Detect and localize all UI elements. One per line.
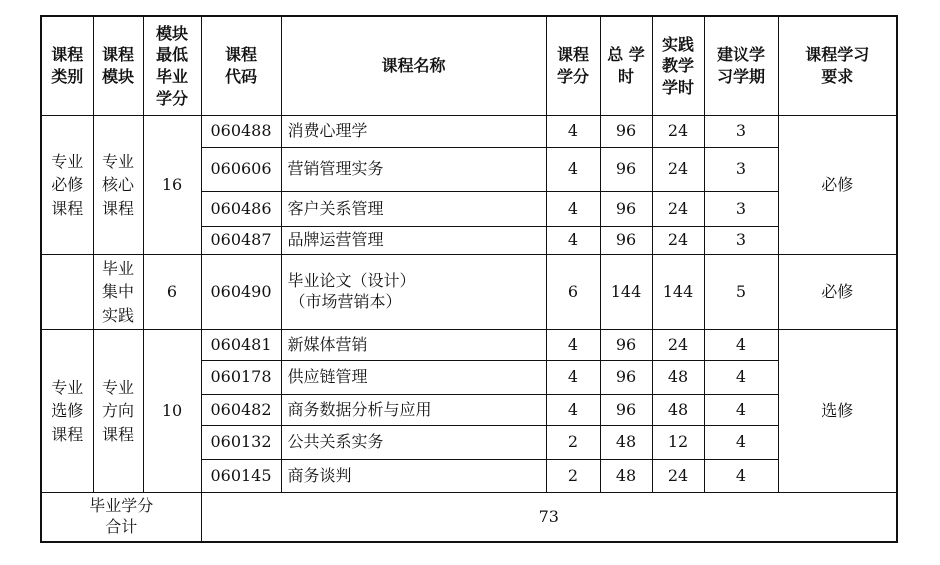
course-semester: 4 [704,361,778,395]
course-semester: 4 [704,460,778,493]
course-credits: 2 [546,460,600,493]
header-credits [546,16,600,116]
category-line: 专业 [51,378,84,398]
header-semester-line: 习学期 [716,67,765,86]
header-category-line: 类别 [51,67,84,86]
module-line: 集中 [101,282,134,302]
course-total-hours: 96 [600,361,652,395]
module-line: 专业 [101,152,134,172]
course-total-hours: 96 [600,227,652,255]
total-label-line: 毕业学分 [89,496,154,516]
course-semester: 4 [704,330,778,361]
course-total-hours: 48 [600,460,652,493]
course-semester: 3 [704,227,778,255]
module-line: 专业 [101,378,134,398]
table-row [41,116,897,148]
header-module [93,16,143,116]
requirement-cell: 必修 [778,116,897,255]
header-name: 课程名称 [281,16,546,116]
course-code: 060490 [201,255,281,330]
course-semester: 3 [704,148,778,192]
course-semester: 3 [704,116,778,148]
module-cell [93,330,143,493]
course-semester: 3 [704,192,778,227]
course-practice-hours: 24 [652,116,704,148]
course-code: 060486 [201,192,281,227]
course-credits: 2 [546,426,600,460]
course-credits: 6 [546,255,600,330]
course-total-hours: 48 [600,426,652,460]
category-line: 课程 [51,198,84,218]
course-code: 060132 [201,426,281,460]
course-practice-hours: 24 [652,330,704,361]
header-min-credits-line: 毕业 [155,67,188,86]
course-credits: 4 [546,227,600,255]
course-credits: 4 [546,192,600,227]
course-practice-hours: 24 [652,192,704,227]
course-name-line: 毕业论文（设计） [287,271,416,291]
course-code: 060487 [201,227,281,255]
course-name: 品牌运营管理 [281,227,546,255]
course-practice-hours: 144 [652,255,704,330]
header-practice-hours-line: 实践 [661,34,694,54]
category-cell-empty [41,255,93,330]
header-total-hours-line: 时 [617,67,634,86]
course-total-hours: 96 [600,395,652,426]
min-credits-cell: 6 [143,255,201,330]
course-total-hours: 96 [600,330,652,361]
course-code: 060481 [201,330,281,361]
total-row [41,493,897,543]
header-semester-line: 建议学 [716,45,765,65]
course-code: 060145 [201,460,281,493]
total-label-line: 合计 [105,517,138,536]
module-line: 毕业 [101,259,134,279]
course-name: 消费心理学 [281,116,546,148]
header-credits-line: 课程 [556,45,589,65]
course-practice-hours: 24 [652,460,704,493]
course-practice-hours: 24 [652,148,704,192]
course-name: 供应链管理 [281,361,546,395]
course-credits: 4 [546,361,600,395]
course-name: 商务数据分析与应用 [281,395,546,426]
category-line: 选修 [51,401,84,421]
header-min-credits [143,16,201,116]
category-cell [41,116,93,255]
header-module-line: 模块 [101,67,134,86]
header-code-line: 课程 [224,45,257,65]
course-credits: 4 [546,148,600,192]
course-name: 客户关系管理 [281,192,546,227]
module-line: 实践 [101,305,134,325]
course-total-hours: 96 [600,148,652,192]
header-category [41,16,93,116]
course-credits: 4 [546,116,600,148]
course-practice-hours: 48 [652,395,704,426]
total-label [41,493,201,543]
table-row [41,330,897,361]
category-cell [41,330,93,493]
course-name: 公共关系实务 [281,426,546,460]
header-min-credits-line: 最低 [155,45,188,65]
course-practice-hours: 24 [652,227,704,255]
header-min-credits-line: 模块 [155,23,188,43]
header-credits-line: 学分 [556,67,589,86]
course-credits: 4 [546,330,600,361]
header-total-hours [600,16,652,116]
course-name [281,255,546,330]
header-min-credits-line: 学分 [155,88,188,108]
course-practice-hours: 12 [652,426,704,460]
course-total-hours: 96 [600,116,652,148]
table-row [41,255,897,330]
course-total-hours: 144 [600,255,652,330]
module-line: 课程 [101,198,134,218]
header-module-line: 课程 [101,45,134,65]
min-credits-cell: 10 [143,330,201,493]
header-practice-hours-line: 教学 [661,56,694,76]
course-name-line: （市场营销本） [289,292,402,311]
course-code: 060178 [201,361,281,395]
module-cell [93,255,143,330]
min-credits-cell: 16 [143,116,201,255]
module-line: 课程 [101,424,134,444]
course-credits: 4 [546,395,600,426]
header-row [41,16,897,116]
header-requirement [778,16,897,116]
total-value: 73 [201,493,897,543]
header-requirement-line: 课程学习 [805,45,870,65]
header-total-hours-line: 总 学 [607,45,645,65]
course-code: 060482 [201,395,281,426]
header-practice-hours [652,16,704,116]
header-practice-hours-line: 学时 [661,77,694,97]
header-category-line: 课程 [51,45,84,65]
course-name: 新媒体营销 [281,330,546,361]
course-semester: 5 [704,255,778,330]
requirement-cell: 选修 [778,330,897,493]
course-total-hours: 96 [600,192,652,227]
requirement-cell: 必修 [778,255,897,330]
header-code [201,16,281,116]
module-line: 方向 [101,401,134,421]
category-line: 课程 [51,424,84,444]
category-line: 必修 [51,175,84,195]
course-semester: 4 [704,395,778,426]
course-name: 商务谈判 [281,460,546,493]
module-line: 核心 [101,175,134,195]
course-practice-hours: 48 [652,361,704,395]
course-name: 营销管理实务 [281,148,546,192]
header-semester [704,16,778,116]
category-line: 专业 [51,152,84,172]
curriculum-table [40,15,898,543]
header-code-line: 代码 [224,67,257,86]
module-cell [93,116,143,255]
course-code: 060606 [201,148,281,192]
course-semester: 4 [704,426,778,460]
header-requirement-line: 要求 [821,67,854,86]
course-code: 060488 [201,116,281,148]
